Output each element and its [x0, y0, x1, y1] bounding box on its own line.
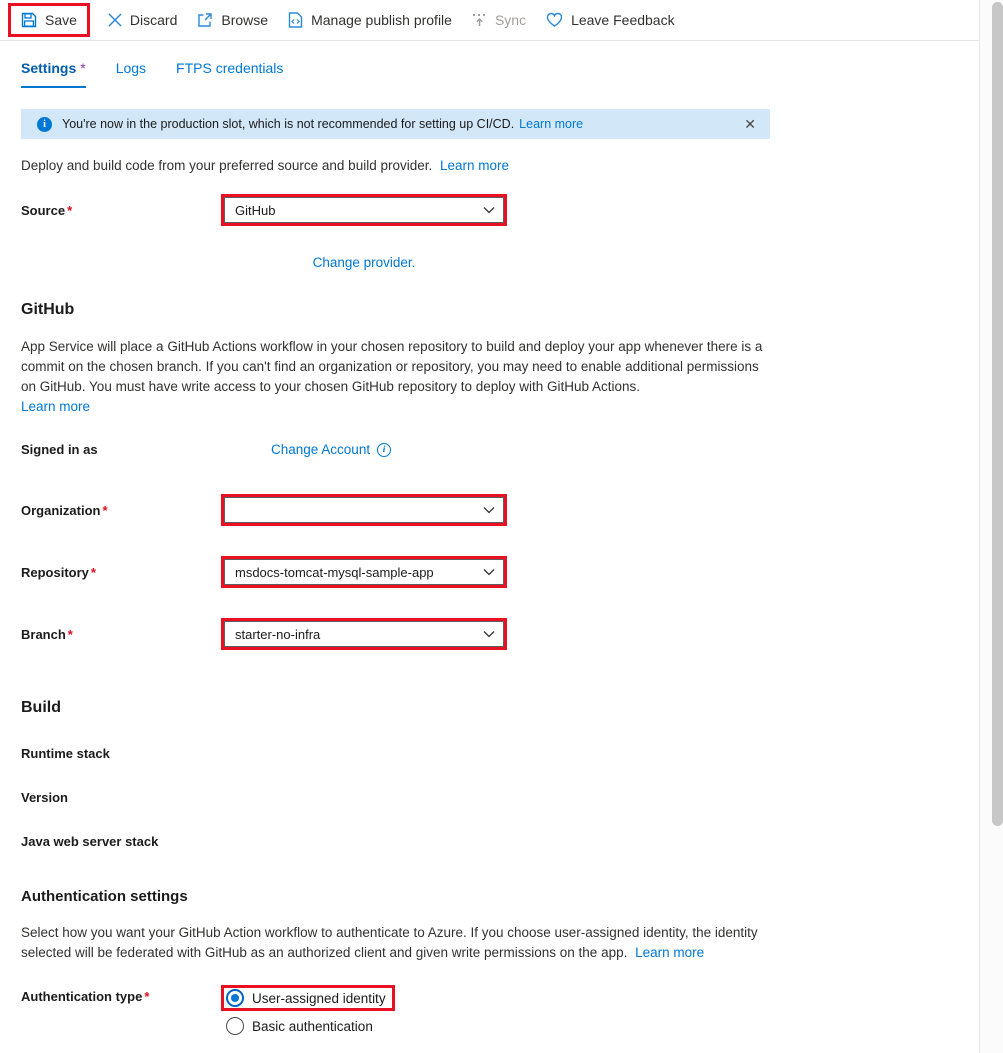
- authentication-type-row: [21, 985, 791, 1035]
- required-asterisk: *: [144, 989, 150, 1004]
- save-button[interactable]: [11, 6, 87, 34]
- branch-row: [21, 618, 791, 650]
- publish-profile-file-icon: [288, 12, 303, 28]
- discard-button[interactable]: [98, 6, 187, 34]
- banner-learn-more-link[interactable]: Learn more: [519, 117, 584, 131]
- radio-unselected-icon: [226, 1017, 244, 1035]
- runtime-stack-label: Runtime stack: [21, 746, 110, 761]
- chevron-down-icon: [483, 206, 495, 214]
- radio-selected-icon: [226, 989, 244, 1007]
- branch-annotation-box: [221, 618, 507, 650]
- tab-settings-label: Settings: [21, 60, 77, 76]
- save-annotation-box: [8, 3, 90, 37]
- github-section-heading: GitHub: [21, 301, 75, 318]
- version-label: Version: [21, 790, 68, 805]
- command-bar: [0, 0, 990, 41]
- tab-logs-label: Logs: [115, 60, 147, 76]
- leave-feedback-button[interactable]: [536, 6, 685, 34]
- pivot-tabs: [0, 41, 1003, 88]
- organization-label: Organization *: [21, 502, 108, 518]
- authentication-type-label: Authentication type *: [21, 989, 150, 1004]
- organization-dropdown[interactable]: [224, 497, 504, 523]
- radio-basic-authentication[interactable]: [221, 1017, 395, 1035]
- change-account-link[interactable]: Change Account: [271, 442, 371, 457]
- production-slot-info-banner: [21, 109, 770, 139]
- github-description: App Service will place a GitHub Actions workflow in your chosen repository to build and deploy your app whenever there is a commit on the chosen branch. If you can't find an organization or repository, you may need to enable additional permissions on GitHub. You must have write access to your chosen GitHub repository to deploy with GitHub Actions. Learn more: [21, 339, 763, 414]
- repository-row: [21, 556, 791, 588]
- change-provider-link[interactable]: Change provider.: [312, 255, 416, 270]
- required-asterisk: *: [102, 502, 108, 518]
- repository-label: Repository *: [21, 564, 96, 580]
- signed-in-as-label: Signed in as: [21, 442, 98, 457]
- tab-ftps-label: FTPS credentials: [176, 60, 284, 76]
- browse-label: Browse: [221, 12, 269, 28]
- tab-ftps-credentials[interactable]: [176, 60, 283, 88]
- repository-annotation-box: [221, 556, 507, 588]
- auth-learn-more-link[interactable]: Learn more: [635, 945, 705, 960]
- required-asterisk: *: [67, 626, 73, 642]
- branch-label: Branch *: [21, 626, 73, 642]
- github-learn-more-link[interactable]: Learn more: [21, 399, 91, 414]
- chevron-down-icon: [483, 568, 495, 576]
- unsaved-changes-indicator: *: [80, 60, 86, 76]
- source-dropdown[interactable]: [224, 197, 504, 223]
- discard-x-icon: [108, 13, 122, 27]
- java-web-server-stack-label: Java web server stack: [21, 834, 159, 849]
- basic-authentication-label: Basic authentication: [252, 1018, 373, 1034]
- scrollbar-thumb[interactable]: [992, 2, 1003, 826]
- intro-learn-more-link[interactable]: Learn more: [440, 158, 510, 173]
- leave-feedback-label: Leave Feedback: [571, 12, 675, 28]
- save-label: Save: [45, 12, 77, 28]
- organization-annotation-box: [221, 494, 507, 526]
- sync-label: Sync: [494, 12, 527, 28]
- sync-button[interactable]: [462, 6, 536, 34]
- heart-icon: [546, 12, 563, 28]
- radio-user-assigned-identity[interactable]: [226, 989, 386, 1007]
- browse-button[interactable]: [187, 6, 278, 34]
- sync-upload-icon: [472, 13, 487, 28]
- required-asterisk: *: [67, 202, 73, 218]
- tab-settings[interactable]: [21, 60, 86, 88]
- branch-dropdown[interactable]: [224, 621, 504, 647]
- chevron-down-icon: [483, 630, 495, 638]
- source-row: [21, 194, 791, 226]
- chevron-down-icon: [483, 506, 495, 514]
- branch-value: starter-no-infra: [235, 626, 321, 642]
- info-icon: i: [37, 117, 52, 132]
- source-label: Source *: [21, 202, 73, 218]
- discard-label: Discard: [129, 12, 178, 28]
- organization-row: [21, 494, 791, 526]
- intro-sentence: Deploy and build code from your preferred source and build provider.: [21, 158, 433, 173]
- signed-in-row: [21, 442, 791, 457]
- user-assigned-annotation-box: [221, 985, 395, 1011]
- manage-publish-profile-button[interactable]: [278, 6, 462, 34]
- authentication-type-options: [221, 985, 395, 1035]
- external-link-icon: [197, 12, 213, 28]
- manage-publish-profile-label: Manage publish profile: [311, 12, 452, 28]
- authentication-description: Select how you want your GitHub Action workflow to authenticate to Azure. If you choose user-assigned identity, the identity selected will be federated with GitHub as an authorized client and given write permissions on the app. Learn more: [21, 925, 758, 960]
- account-info-icon[interactable]: i: [377, 443, 391, 457]
- authentication-settings-heading: Authentication settings: [21, 888, 188, 905]
- repository-dropdown[interactable]: [224, 559, 504, 585]
- source-value: GitHub: [235, 202, 276, 218]
- required-asterisk: *: [90, 564, 96, 580]
- source-annotation-box: [221, 194, 507, 226]
- build-section-heading: Build: [21, 699, 61, 716]
- repository-value: msdocs-tomcat-mysql-sample-app: [235, 564, 434, 580]
- user-assigned-identity-label: User-assigned identity: [252, 990, 386, 1006]
- banner-close-icon[interactable]: ✕: [744, 115, 756, 132]
- intro-text: [21, 158, 791, 173]
- scrollbar-track[interactable]: [980, 0, 1003, 1053]
- banner-message: You're now in the production slot, which is not recommended for setting up CI/CD.: [62, 117, 515, 131]
- save-icon: [21, 12, 37, 28]
- tab-logs[interactable]: [116, 60, 146, 88]
